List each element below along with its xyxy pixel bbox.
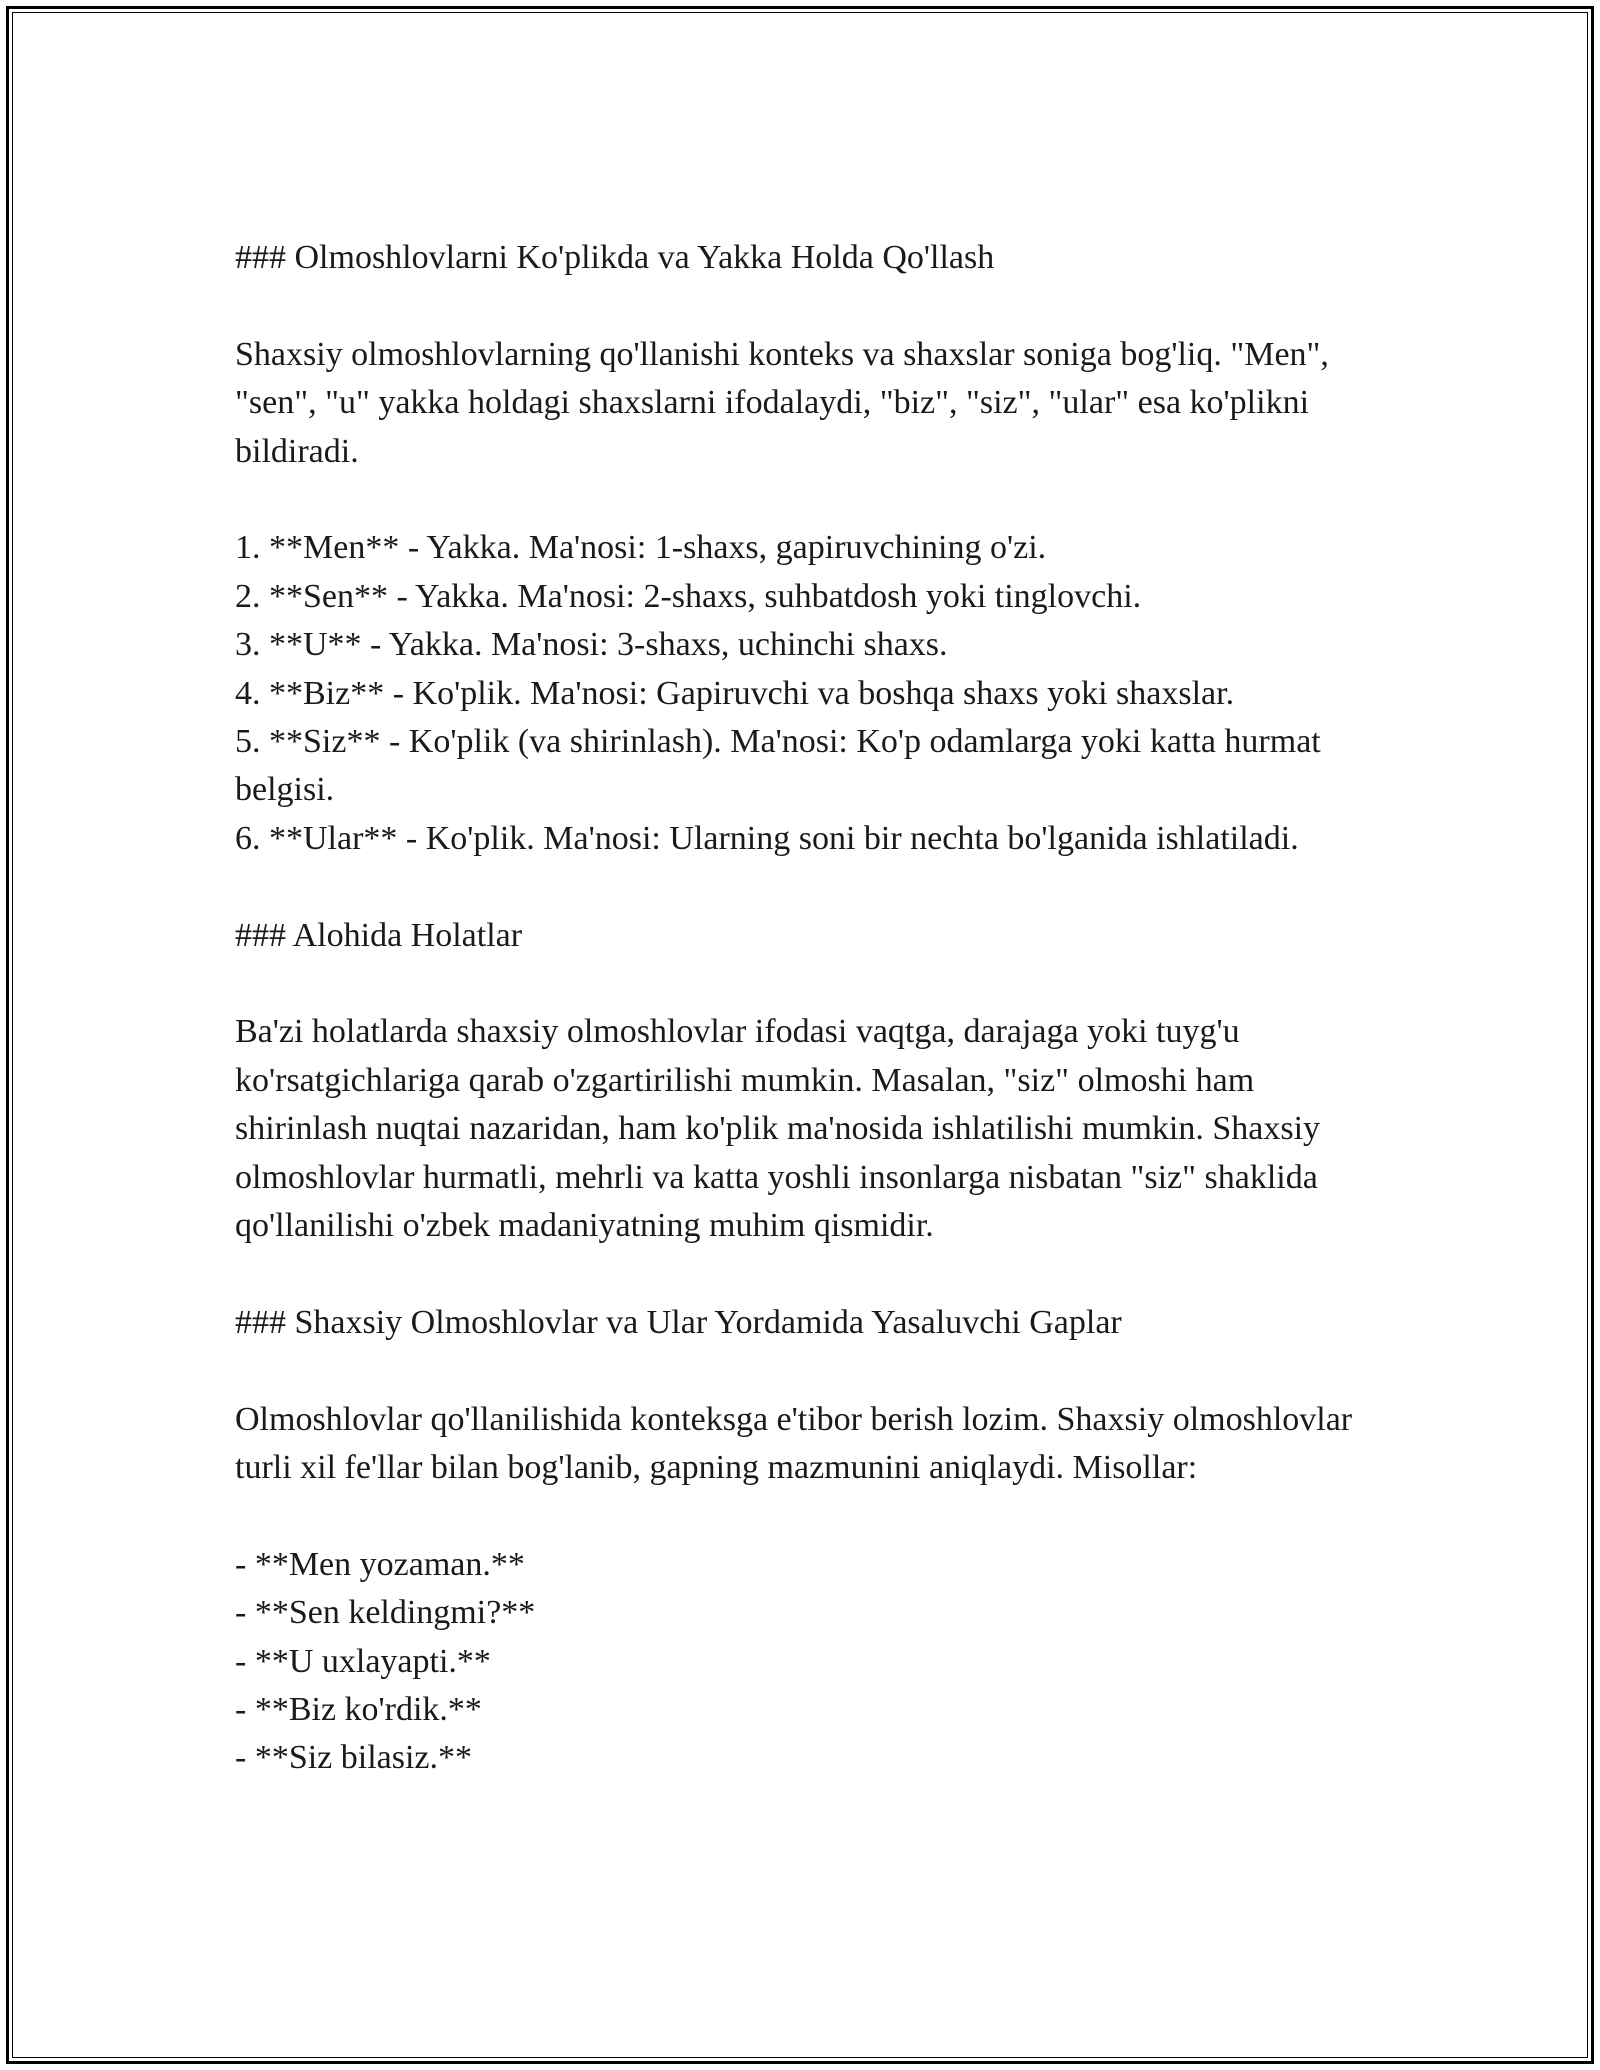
list-item: 5. **Siz** - Ko'plik (va shirinlash). Ma'nosi: Ko'p odamlarga yoki katta hurmat belgisi. bbox=[235, 723, 1321, 809]
list-item: 3. **U** - Yakka. Ma'nosi: 3-shaxs, uchinchi shaxs. bbox=[235, 626, 948, 664]
list-item: 1. **Men** - Yakka. Ma'nosi: 1-shaxs, gapiruvchining o'zi. bbox=[235, 529, 1047, 567]
list-item: - **Sen keldingmi?** bbox=[235, 1594, 536, 1632]
paragraph-sentences: Olmoshlovlar qo'llanilishida konteksga e'tibor berish lozim. Shaxsiy olmoshlovlar turli xil fe'llar bilan bog'lanib, gapning mazmunini aniqlaydi. Misollar: bbox=[235, 1400, 1353, 1487]
document-body bbox=[235, 234, 1375, 1783]
paragraph-special-cases: Ba'zi holatlarda shaxsiy olmoshlovlar ifodasi vaqtga, darajaga yoki tuyg'u ko'rsatgichlariga qarab o'zgartirilishi mumkin. Masalan, "siz" olmoshi ham shirinlash nuqtai nazaridan, ham ko'plik ma'nosida ishlatilishi mumkin. Shaxsiy olmoshlovlar hurmatli, mehrli va katta yoshli insonlarga nisbatan "siz" shaklida qo'llanilishi o'zbek madaniyatning muhim qismidir. bbox=[235, 1013, 1321, 1245]
paragraph-intro: Shaxsiy olmoshlovlarning qo'llanishi konteks va shaxslar soniga bog'liq. "Men", "sen", "u" yakka holdagi shaxslarni ifodalaydi, "biz", "siz", "ular" esa ko'plikni bildiradi. bbox=[235, 335, 1329, 470]
list-item: - **Men yozaman.** bbox=[235, 1545, 525, 1583]
list-item: - **U uxlayapti.** bbox=[235, 1642, 491, 1680]
list-item: - **Siz bilasiz.** bbox=[235, 1739, 473, 1777]
list-item: 6. **Ular** - Ko'plik. Ma'nosi: Ularning soni bir nechta bo'lganida ishlatiladi. bbox=[235, 819, 1299, 857]
list-item: 2. **Sen** - Yakka. Ma'nosi: 2-shaxs, suhbatdosh yoki tinglovchi. bbox=[235, 577, 1142, 615]
numbered-list bbox=[235, 524, 1375, 863]
bullet-list bbox=[235, 1541, 1375, 1783]
heading-pronoun-number: ### Olmoshlovlarni Ko'plikda va Yakka Holda Qo'llash bbox=[235, 239, 995, 276]
heading-special-cases: ### Alohida Holatlar bbox=[235, 916, 523, 954]
heading-sentences: ### Shaxsiy Olmoshlovlar va Ular Yordamida Yasaluvchi Gaplar bbox=[235, 1303, 1122, 1341]
list-item: 4. **Biz** - Ko'plik. Ma'nosi: Gapiruvchi va boshqa shaxs yoki shaxslar. bbox=[235, 674, 1235, 712]
list-item: - **Biz ko'rdik.** bbox=[235, 1691, 482, 1729]
